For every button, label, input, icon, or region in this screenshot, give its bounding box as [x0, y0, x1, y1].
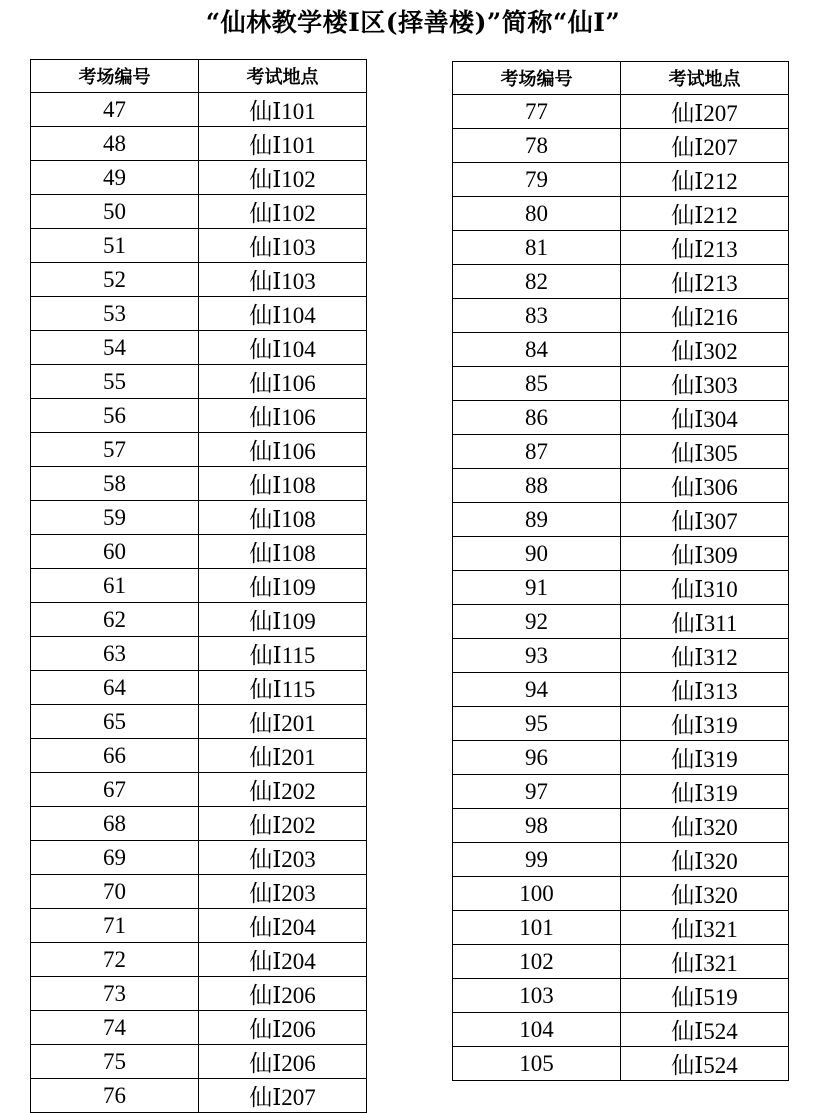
room-number-cell: 80 — [453, 197, 621, 231]
room-number-cell: 93 — [453, 639, 621, 673]
table-header-row — [453, 62, 789, 95]
table-row — [453, 911, 789, 945]
room-number-cell: 70 — [31, 875, 199, 909]
room-number-cell: 92 — [453, 605, 621, 639]
room-number-cell: 86 — [453, 401, 621, 435]
room-number-cell: 101 — [453, 911, 621, 945]
room-number-cell: 91 — [453, 571, 621, 605]
room-number-cell: 84 — [453, 333, 621, 367]
room-number-cell: 67 — [31, 773, 199, 807]
room-number-cell: 79 — [453, 163, 621, 197]
exam-location-cell: 仙Ⅰ319 — [621, 707, 789, 741]
table-row — [31, 1011, 367, 1045]
table-row — [453, 979, 789, 1013]
room-number-cell: 49 — [31, 161, 199, 195]
table-row — [31, 263, 367, 297]
room-number-cell: 88 — [453, 469, 621, 503]
exam-location-cell: 仙Ⅰ109 — [199, 569, 367, 603]
table-row — [453, 1047, 789, 1081]
room-number-cell: 75 — [31, 1045, 199, 1079]
exam-location-cell: 仙Ⅰ306 — [621, 469, 789, 503]
room-number-cell: 77 — [453, 95, 621, 129]
room-number-cell: 63 — [31, 637, 199, 671]
room-number-cell: 90 — [453, 537, 621, 571]
column-header-exam-location: 考试地点 — [621, 62, 789, 95]
exam-location-cell: 仙Ⅰ313 — [621, 673, 789, 707]
exam-location-cell: 仙Ⅰ101 — [199, 93, 367, 127]
exam-location-cell: 仙Ⅰ310 — [621, 571, 789, 605]
exam-location-cell: 仙Ⅰ320 — [621, 877, 789, 911]
table-row — [453, 945, 789, 979]
exam-location-cell: 仙Ⅰ102 — [199, 161, 367, 195]
exam-location-cell: 仙Ⅰ524 — [621, 1047, 789, 1081]
table-row — [31, 297, 367, 331]
room-number-cell: 104 — [453, 1013, 621, 1047]
table-row — [453, 401, 789, 435]
exam-location-cell: 仙Ⅰ207 — [621, 129, 789, 163]
table-row — [31, 875, 367, 909]
table-row — [453, 639, 789, 673]
table-row — [453, 571, 789, 605]
exam-location-cell: 仙Ⅰ519 — [621, 979, 789, 1013]
room-number-cell: 87 — [453, 435, 621, 469]
table-row — [453, 775, 789, 809]
column-header-room-number: 考场编号 — [453, 62, 621, 95]
table-row — [31, 671, 367, 705]
room-number-cell: 78 — [453, 129, 621, 163]
table-row — [453, 367, 789, 401]
exam-location-cell: 仙Ⅰ115 — [199, 637, 367, 671]
room-number-cell: 64 — [31, 671, 199, 705]
exam-location-cell: 仙Ⅰ213 — [621, 265, 789, 299]
table-row — [31, 773, 367, 807]
exam-room-table-right — [452, 61, 789, 1081]
table-row — [31, 535, 367, 569]
exam-location-cell: 仙Ⅰ321 — [621, 945, 789, 979]
exam-location-cell: 仙Ⅰ206 — [199, 1045, 367, 1079]
page-title: “仙林教学楼Ⅰ区(择善楼)”简称“仙Ⅰ” — [205, 8, 621, 37]
room-number-cell: 83 — [453, 299, 621, 333]
exam-location-cell: 仙Ⅰ212 — [621, 197, 789, 231]
table-row — [453, 809, 789, 843]
table-header-row — [31, 60, 367, 93]
exam-location-cell: 仙Ⅰ203 — [199, 841, 367, 875]
exam-location-cell: 仙Ⅰ203 — [199, 875, 367, 909]
exam-location-cell: 仙Ⅰ202 — [199, 773, 367, 807]
exam-location-cell: 仙Ⅰ307 — [621, 503, 789, 537]
exam-location-cell: 仙Ⅰ108 — [199, 501, 367, 535]
table-row — [31, 501, 367, 535]
exam-location-cell: 仙Ⅰ213 — [621, 231, 789, 265]
exam-location-cell: 仙Ⅰ102 — [199, 195, 367, 229]
room-number-cell: 96 — [453, 741, 621, 775]
room-number-cell: 72 — [31, 943, 199, 977]
room-number-cell: 47 — [31, 93, 199, 127]
exam-location-cell: 仙Ⅰ303 — [621, 367, 789, 401]
room-number-cell: 74 — [31, 1011, 199, 1045]
table-row — [31, 569, 367, 603]
room-number-cell: 98 — [453, 809, 621, 843]
room-number-cell: 60 — [31, 535, 199, 569]
exam-location-cell: 仙Ⅰ319 — [621, 741, 789, 775]
exam-location-cell: 仙Ⅰ204 — [199, 943, 367, 977]
exam-location-cell: 仙Ⅰ206 — [199, 1011, 367, 1045]
exam-location-cell: 仙Ⅰ106 — [199, 365, 367, 399]
table-row — [31, 467, 367, 501]
exam-location-cell: 仙Ⅰ101 — [199, 127, 367, 161]
table-row — [31, 161, 367, 195]
exam-location-cell: 仙Ⅰ106 — [199, 433, 367, 467]
column-header-exam-location: 考试地点 — [199, 60, 367, 93]
room-number-cell: 100 — [453, 877, 621, 911]
table-row — [31, 943, 367, 977]
table-row — [31, 433, 367, 467]
room-number-cell: 48 — [31, 127, 199, 161]
exam-location-cell: 仙Ⅰ320 — [621, 843, 789, 877]
exam-location-cell: 仙Ⅰ104 — [199, 297, 367, 331]
table-row — [31, 195, 367, 229]
exam-location-cell: 仙Ⅰ216 — [621, 299, 789, 333]
exam-location-cell: 仙Ⅰ106 — [199, 399, 367, 433]
table-row — [31, 1045, 367, 1079]
table-row — [31, 807, 367, 841]
room-number-cell: 52 — [31, 263, 199, 297]
column-header-room-number: 考场编号 — [31, 60, 199, 93]
room-number-cell: 55 — [31, 365, 199, 399]
table-row — [453, 163, 789, 197]
room-number-cell: 97 — [453, 775, 621, 809]
exam-location-cell: 仙Ⅰ204 — [199, 909, 367, 943]
table-row — [453, 1013, 789, 1047]
room-number-cell: 69 — [31, 841, 199, 875]
room-number-cell: 73 — [31, 977, 199, 1011]
room-number-cell: 94 — [453, 673, 621, 707]
table-row — [453, 605, 789, 639]
exam-location-cell: 仙Ⅰ202 — [199, 807, 367, 841]
exam-location-cell: 仙Ⅰ103 — [199, 263, 367, 297]
table-row — [31, 977, 367, 1011]
exam-location-cell: 仙Ⅰ305 — [621, 435, 789, 469]
exam-location-cell: 仙Ⅰ104 — [199, 331, 367, 365]
exam-location-cell: 仙Ⅰ321 — [621, 911, 789, 945]
room-number-cell: 66 — [31, 739, 199, 773]
table-row — [453, 333, 789, 367]
room-number-cell: 103 — [453, 979, 621, 1013]
exam-location-cell: 仙Ⅰ201 — [199, 705, 367, 739]
table-row — [31, 603, 367, 637]
exam-location-cell: 仙Ⅰ309 — [621, 537, 789, 571]
table-row — [453, 95, 789, 129]
table-row — [453, 843, 789, 877]
table-row — [31, 739, 367, 773]
table-row — [453, 707, 789, 741]
table-row — [453, 299, 789, 333]
room-number-cell: 61 — [31, 569, 199, 603]
room-number-cell: 105 — [453, 1047, 621, 1081]
room-number-cell: 56 — [31, 399, 199, 433]
exam-location-cell: 仙Ⅰ302 — [621, 333, 789, 367]
table-row — [31, 705, 367, 739]
table-row — [453, 877, 789, 911]
table-row — [31, 399, 367, 433]
exam-location-cell: 仙Ⅰ109 — [199, 603, 367, 637]
exam-location-cell: 仙Ⅰ207 — [199, 1079, 367, 1113]
exam-location-cell: 仙Ⅰ311 — [621, 605, 789, 639]
exam-location-cell: 仙Ⅰ207 — [621, 95, 789, 129]
table-row — [453, 469, 789, 503]
exam-location-cell: 仙Ⅰ524 — [621, 1013, 789, 1047]
table-row — [31, 93, 367, 127]
room-number-cell: 50 — [31, 195, 199, 229]
room-number-cell: 102 — [453, 945, 621, 979]
exam-location-cell: 仙Ⅰ304 — [621, 401, 789, 435]
exam-location-cell: 仙Ⅰ201 — [199, 739, 367, 773]
room-number-cell: 82 — [453, 265, 621, 299]
table-row — [453, 129, 789, 163]
table-row — [453, 265, 789, 299]
room-number-cell: 71 — [31, 909, 199, 943]
table-row — [453, 673, 789, 707]
room-number-cell: 59 — [31, 501, 199, 535]
exam-location-cell: 仙Ⅰ108 — [199, 535, 367, 569]
room-number-cell: 58 — [31, 467, 199, 501]
room-number-cell: 53 — [31, 297, 199, 331]
room-number-cell: 99 — [453, 843, 621, 877]
room-number-cell: 62 — [31, 603, 199, 637]
room-number-cell: 76 — [31, 1079, 199, 1113]
table-row — [31, 909, 367, 943]
room-number-cell: 89 — [453, 503, 621, 537]
room-number-cell: 57 — [31, 433, 199, 467]
exam-location-cell: 仙Ⅰ320 — [621, 809, 789, 843]
table-row — [453, 435, 789, 469]
room-number-cell: 95 — [453, 707, 621, 741]
table-row — [453, 741, 789, 775]
table-row — [453, 503, 789, 537]
exam-location-cell: 仙Ⅰ115 — [199, 671, 367, 705]
exam-location-cell: 仙Ⅰ103 — [199, 229, 367, 263]
table-row — [31, 229, 367, 263]
table-row — [31, 841, 367, 875]
table-row — [453, 537, 789, 571]
exam-location-cell: 仙Ⅰ206 — [199, 977, 367, 1011]
room-number-cell: 51 — [31, 229, 199, 263]
room-number-cell: 81 — [453, 231, 621, 265]
exam-room-table-left — [30, 59, 367, 1113]
table-row — [453, 231, 789, 265]
exam-location-cell: 仙Ⅰ312 — [621, 639, 789, 673]
table-row — [31, 365, 367, 399]
room-number-cell: 54 — [31, 331, 199, 365]
table-row — [31, 331, 367, 365]
room-number-cell: 65 — [31, 705, 199, 739]
exam-location-cell: 仙Ⅰ108 — [199, 467, 367, 501]
table-row — [31, 127, 367, 161]
table-row — [453, 197, 789, 231]
exam-location-cell: 仙Ⅰ319 — [621, 775, 789, 809]
room-number-cell: 85 — [453, 367, 621, 401]
exam-location-cell: 仙Ⅰ212 — [621, 163, 789, 197]
table-row — [31, 637, 367, 671]
table-row — [31, 1079, 367, 1113]
room-number-cell: 68 — [31, 807, 199, 841]
